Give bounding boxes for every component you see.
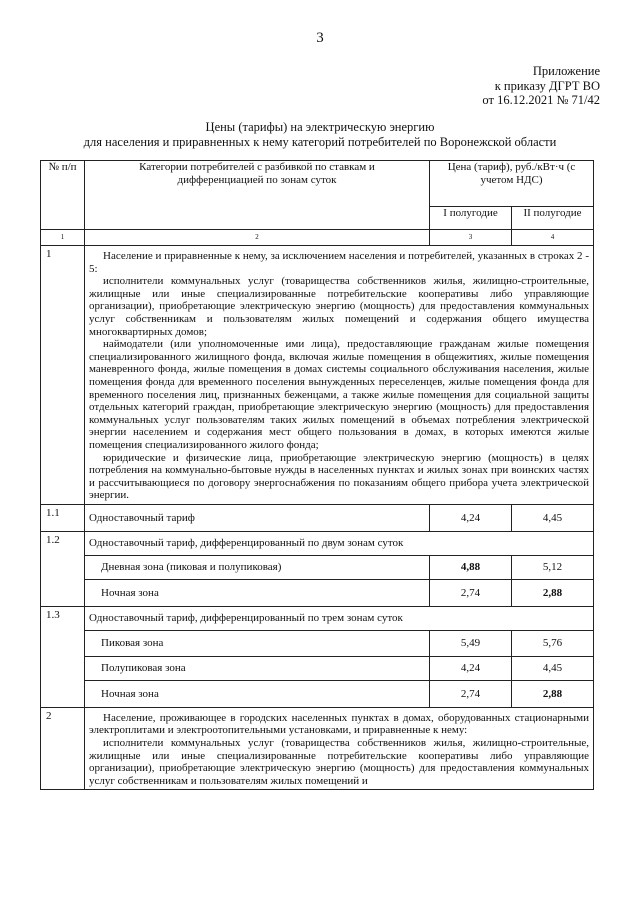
appendix-line-3: от 16.12.2021 № 71/42 [482,93,600,107]
row1-para-2: наймодатели (или уполномоченные ими лица), предоставляющие гражданам жилые помещения специализированного жилищного фонда, включая жилые помещения в общежитиях, жилые помещения маневренного фонда, жилые помещения в домах системы социального обслуживания населения, жилые помещения фонда для временного поселения вынужденных переселенцев, жилые помещения фонда для временного поселения лиц, признанных беженцами, а также жилые помещения для социальной защиты отдельных категорий граждан, приобретающие электрическую энергию (мощность) для предоставления коммунальных услуг пользователям таких жилых помещений в объемах потребления электрической энергии населением и содержания мест общего пользования в домах, в которых имеются жилые помещения специализированного жилого фонда; [89,338,590,451]
table-row-1-1 [41,504,594,531]
value-h2: 2,88 [512,680,594,707]
row2-para-1: исполнители коммунальных услуг (товарищества собственников жилья, жилищно-строительные, жилищные или иные специализированные потребительские кооперативы либо управляющие организации), приобретающие электрическую энергию (мощность) для предоставления коммунальных услуг собственникам и пользователям жилых помещений и [89,737,590,787]
header-num: № п/п [41,161,85,230]
table-row-2 [41,707,594,790]
zone-label: Ночная зона [85,579,430,606]
zone-label: Полупиковая зона [85,656,430,680]
row1-para-1: исполнители коммунальных услуг (товарищества собственников жилья, жилищно-строительные, жилищные или иные специализированные потребительские кооперативы либо управляющие организации), приобретающие электрическую энергию (мощность) для предоставления коммунальных услуг собственникам и пользователям жилых помещений и содержания общего имущества многоквартирных домов; [89,275,590,338]
row-description [85,707,594,790]
table-row-1 [41,246,594,505]
row-label: Одноставочный тариф, дифференцированный по трем зонам суток [85,606,594,630]
value-h1: 4,24 [430,656,512,680]
row1-para-3: юридические и физические лица, приобретающие электрическую энергию (мощность) в целях потребления на коммунально-бытовые нужды в населенных пунктах и жилых зонах при воинских частях и рассчитывающиеся по договору энергоснабжения по показаниям общего прибора учета электрической энергии. [89,451,590,502]
row-num: 1.1 [41,504,85,531]
zone-label: Дневная зона (пиковая и полупиковая) [85,555,430,579]
value-h2: 4,45 [512,656,594,680]
row-num: 2 [41,707,85,790]
table-row-1-2 [41,531,594,555]
header-price: Цена (тариф), руб./кВт·ч (с учетом НДС) [430,161,594,207]
row-label: Одноставочный тариф, дифференцированный по двум зонам суток [85,531,594,555]
row-description [85,246,594,505]
table-row-1-3-peak [41,630,594,656]
zone-label: Ночная зона [85,680,430,707]
row-num: 1 [41,246,85,505]
index-cell: 4 [512,230,594,246]
title-line-1: Цены (тарифы) на электрическую энергию [205,120,435,134]
value-h1: 5,49 [430,630,512,656]
header-category: Категории потребителей с разбивкой по ставкам и дифференциацией по зонам суток [85,161,430,230]
row-num: 1.3 [41,606,85,707]
row-num: 1.2 [41,531,85,606]
table-row-1-2-day [41,555,594,579]
zone-label: Пиковая зона [85,630,430,656]
appendix-line-2: к приказу ДГРТ ВО [494,78,600,93]
index-cell: 3 [430,230,512,246]
table-row-1-3-night [41,680,594,707]
title-line-2: для населения и приравненных к нему категорий потребителей по Воронежской области [83,134,557,149]
value-h1: 2,74 [430,680,512,707]
table-row-1-3-halfpeak [41,656,594,680]
value-h1: 4,88 [430,555,512,579]
page-number: 3 [316,30,324,46]
value-h2: 5,76 [512,630,594,656]
header-half-1: I полугодие [430,207,512,230]
document-title [40,120,600,149]
appendix-block [482,64,600,108]
value-h2: 2,88 [512,579,594,606]
index-cell: 1 [41,230,85,246]
value-h2: 5,12 [512,555,594,579]
header-row [41,161,594,207]
row1-intro: Население и приравненные к нему, за исключением населения и потребителей, указанных в строках 2 - 5: [89,250,590,275]
row-label: Одноставочный тариф [85,504,430,531]
value-h1: 2,74 [430,579,512,606]
row2-intro: Население, проживающее в городских населенных пунктах в домах, оборудованных стационарными электроплитами и электроотопительными установками, и приравненные к нему: [89,711,590,737]
table-row-1-3 [41,606,594,630]
index-cell: 2 [85,230,430,246]
header-half-2: II полугодие [512,207,594,230]
table-row-1-2-night [41,579,594,606]
appendix-line-1: Приложение [532,64,600,78]
index-row [41,230,594,246]
value-h2: 4,45 [512,504,594,531]
value-h1: 4,24 [430,504,512,531]
tariff-table [40,160,594,790]
